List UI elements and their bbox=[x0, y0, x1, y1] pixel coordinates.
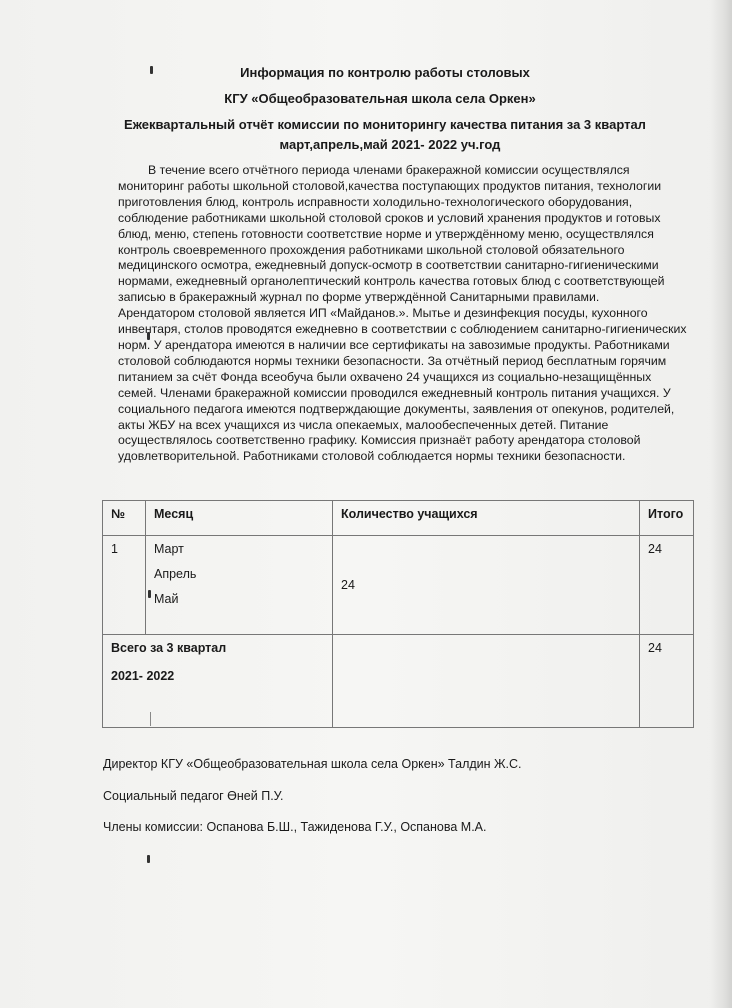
header-month: Месяц bbox=[146, 501, 333, 536]
body-line: блюд, меню, степень готовности соответствие норме и утверждённому меню, осуществлялся bbox=[118, 226, 654, 241]
body-line: акты ЖБУ на всех учащихся из числа опекаемых, малообеспеченных детей. Питание bbox=[118, 417, 609, 432]
social-pedagogue-line: Социальный педагог Өней П.У. bbox=[103, 789, 284, 803]
month-march: Март bbox=[154, 542, 184, 556]
scan-mark bbox=[147, 855, 150, 863]
month-may: Май bbox=[154, 592, 179, 606]
table-row-summary bbox=[103, 635, 694, 728]
month-april: Апрель bbox=[154, 567, 197, 581]
header-student-count: Количество учащихся bbox=[333, 501, 640, 536]
student-count: 24 bbox=[333, 536, 640, 635]
quarter-total-value: 24 bbox=[640, 635, 694, 728]
header-total: Итого bbox=[640, 501, 694, 536]
body-line: приготовления блюд, контроль исправности холодильно-технологического оборудования, bbox=[118, 194, 633, 209]
school-year-label: 2021- 2022 bbox=[111, 669, 175, 683]
table-header-row bbox=[103, 501, 694, 536]
table-row bbox=[103, 536, 694, 635]
body-line: медицинского осмотра, ежедневный допуск-осмотр в соответствии санитарно-гигиеническими bbox=[118, 258, 659, 273]
body-line: социального педагога имеются подтверждающие документы, заявления от опекунов, родителей, bbox=[118, 401, 675, 416]
report-title: Ежеквартальный отчёт комиссии по мониторингу качества питания за 3 квартал bbox=[124, 117, 646, 132]
body-line: семей. Членами бракеражной комиссии проводился ежедневный контроль питания учащихся. У bbox=[118, 385, 671, 400]
body-line: удовлетворительной. Работниками столовой соблюдается нормы техники безопасности. bbox=[118, 449, 626, 464]
body-line: нормами, ежедневный органолептический контроль качества готовых блюд с соответствующей bbox=[118, 274, 665, 289]
body-line: столовой соблюдаются нормы техники безопасности. За отчётный период бесплатным горячим bbox=[118, 353, 667, 368]
header-number: № bbox=[103, 501, 146, 536]
title-line-1: Информация по контролю работы столовых bbox=[240, 65, 530, 80]
report-body bbox=[118, 163, 687, 465]
body-line: соблюдение работниками школьной столовой сроков и условий хранения продуктов и готовых bbox=[118, 210, 661, 225]
quarter-total-label bbox=[103, 635, 333, 728]
body-line: контроль своевременного прохождения работниками школьной столовой обязательного bbox=[118, 242, 625, 257]
empty-cell bbox=[333, 635, 640, 728]
quarter-label: Всего за 3 квартал bbox=[111, 641, 227, 655]
director-signature-line: Директор КГУ «Общеобразовательная школа села Оркен» Талдин Ж.С. bbox=[103, 757, 522, 771]
body-line: Арендатором столовой является ИП «Майданов.». Мытье и дезинфекция посуды, кухонного bbox=[118, 306, 648, 321]
report-period: март,апрель,май 2021- 2022 уч.год bbox=[279, 137, 501, 152]
row-number: 1 bbox=[103, 536, 146, 635]
body-line: записью в бракеражный журнал по форме утверждённой Санитарными правилами. bbox=[118, 290, 600, 305]
month-list bbox=[146, 536, 333, 635]
body-line: осуществлялось соответственно графику. Комиссия признаёт работу арендатора столовой bbox=[118, 433, 641, 448]
commission-members-line: Члены комиссии: Оспанова Б.Ш., Тажиденова Г.У., Оспанова М.А. bbox=[103, 820, 487, 834]
body-line: мониторинг работы школьной столовой,качества поступающих продуктов питания, технологии bbox=[118, 178, 662, 193]
title-line-2: КГУ «Общеобразовательная школа села Оркен» bbox=[224, 91, 536, 106]
row-total: 24 bbox=[640, 536, 694, 635]
body-line: питанием за счёт Фонда всеобуча были охвачено 24 учащихся из социально-незащищённых bbox=[118, 369, 652, 384]
body-line: инвентаря, столов проводятся ежедневно в соответствии с соблюдением санитарно-гигиенических bbox=[118, 322, 687, 337]
body-line: В течение всего отчётного периода членами бракеражной комиссии осуществлялся bbox=[148, 163, 630, 177]
body-line: норм. У арендатора имеются в наличии все сертификаты на завозимые продукты. Работниками bbox=[118, 337, 670, 352]
report-table bbox=[102, 500, 694, 728]
